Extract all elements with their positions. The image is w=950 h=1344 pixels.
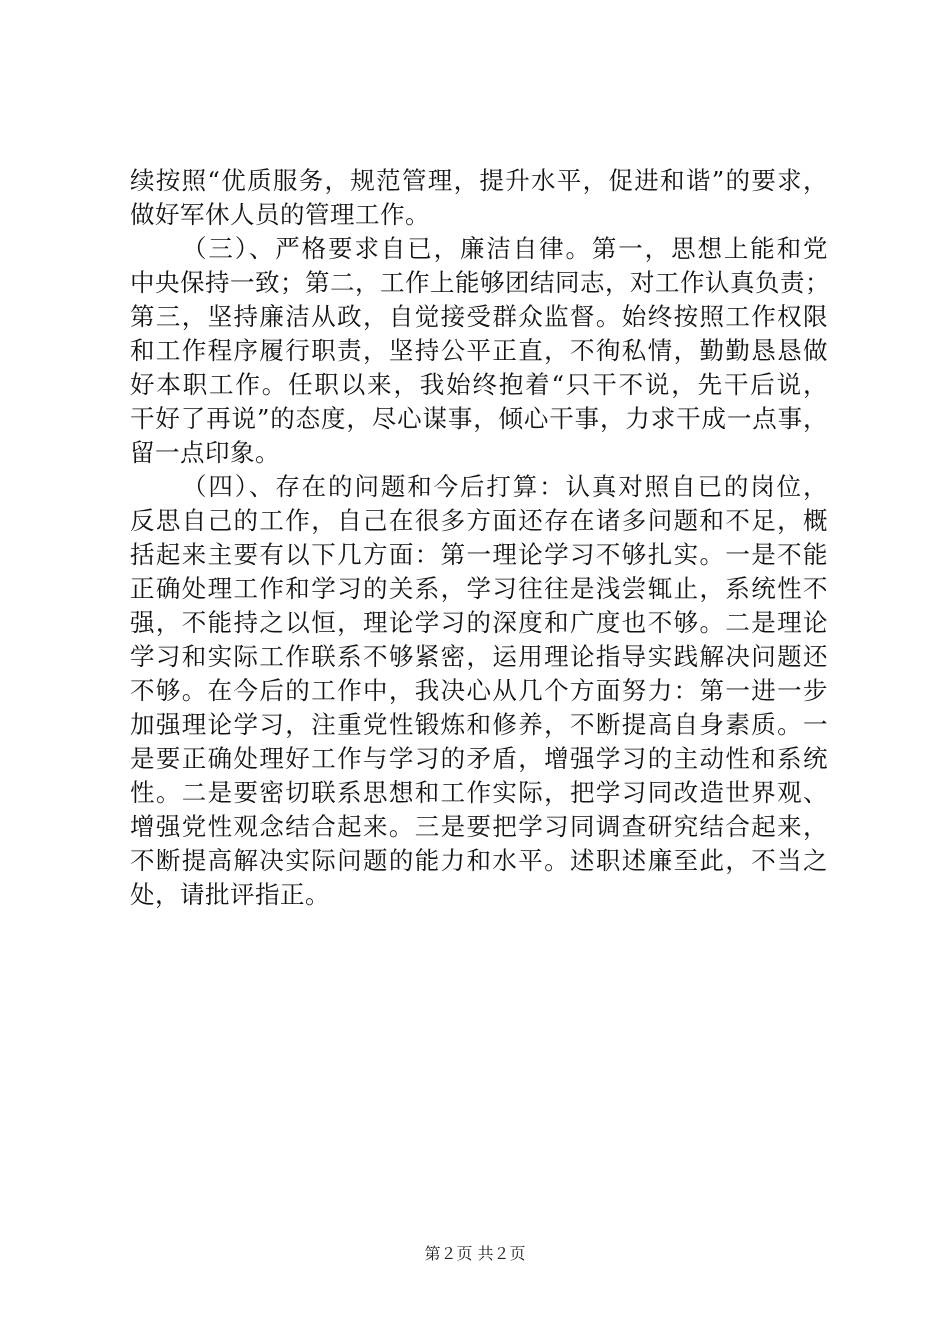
text-line: 中央保持一致；第二，工作上能够团结同志，对工作认真负责；: [130, 268, 830, 297]
text-line: 不够。在今后的工作中，我决心从几个方面努力：第一进一步: [130, 676, 828, 705]
text-line: 好本职工作。任职以来，我始终抱着“只干不说，先干后说，: [130, 370, 828, 399]
text-line: 反思自己的工作，自己在很多方面还存在诸多问题和不足，概: [130, 506, 828, 535]
document-body: [130, 164, 828, 912]
text-line: 正确处理工作和学习的关系，学习往往是浅尝辄止，系统性不: [130, 574, 828, 603]
text-line: 强，不能持之以恒，理论学习的深度和广度也不够。二是理论: [130, 608, 828, 637]
section-three-heading-line: （三）、严格要求自已，廉洁自律。第一，思想上能和党: [182, 234, 828, 263]
text-line: 留一点印象。: [130, 438, 280, 467]
text-line: 续按照“优质服务，规范管理，提升水平，促进和谐”的要求，: [130, 166, 828, 195]
text-line: 性。二是要密切联系思想和工作实际，把学习同改造世界观、: [130, 778, 828, 807]
text-line: 学习和实际工作联系不够紧密，运用理论指导实践解决问题还: [130, 642, 828, 671]
text-line: 第三，坚持廉洁从政，自觉接受群众监督。始终按照工作权限: [130, 302, 828, 331]
text-line: 是要正确处理好工作与学习的矛盾，增强学习的主动性和系统: [130, 744, 828, 773]
text-line: 增强党性观念结合起来。三是要把学习同调查研究结合起来，: [130, 812, 828, 841]
text-line: 和工作程序履行职责，坚持公平正直，不徇私情，勤勤恳恳做: [130, 336, 828, 365]
text-line: 做好军休人员的管理工作。: [130, 200, 430, 229]
text-line: 加强理论学习，注重党性锻炼和修养，不断提高自身素质。一: [130, 710, 828, 739]
text-line: 括起来主要有以下几方面：第一理论学习不够扎实。一是不能: [130, 540, 828, 569]
page-number-footer: 第２页 共２页: [424, 1244, 526, 1263]
section-four-heading-line: （四）、存在的问题和今后打算：认真对照自已的岗位，: [182, 472, 828, 501]
text-line: 处，请批评指正。: [130, 880, 330, 909]
text-line: 不断提高解决实际问题的能力和水平。述职述廉至此，不当之: [130, 846, 828, 875]
text-line: 干好了再说”的态度，尽心谋事，倾心干事，力求干成一点事，: [130, 404, 828, 433]
